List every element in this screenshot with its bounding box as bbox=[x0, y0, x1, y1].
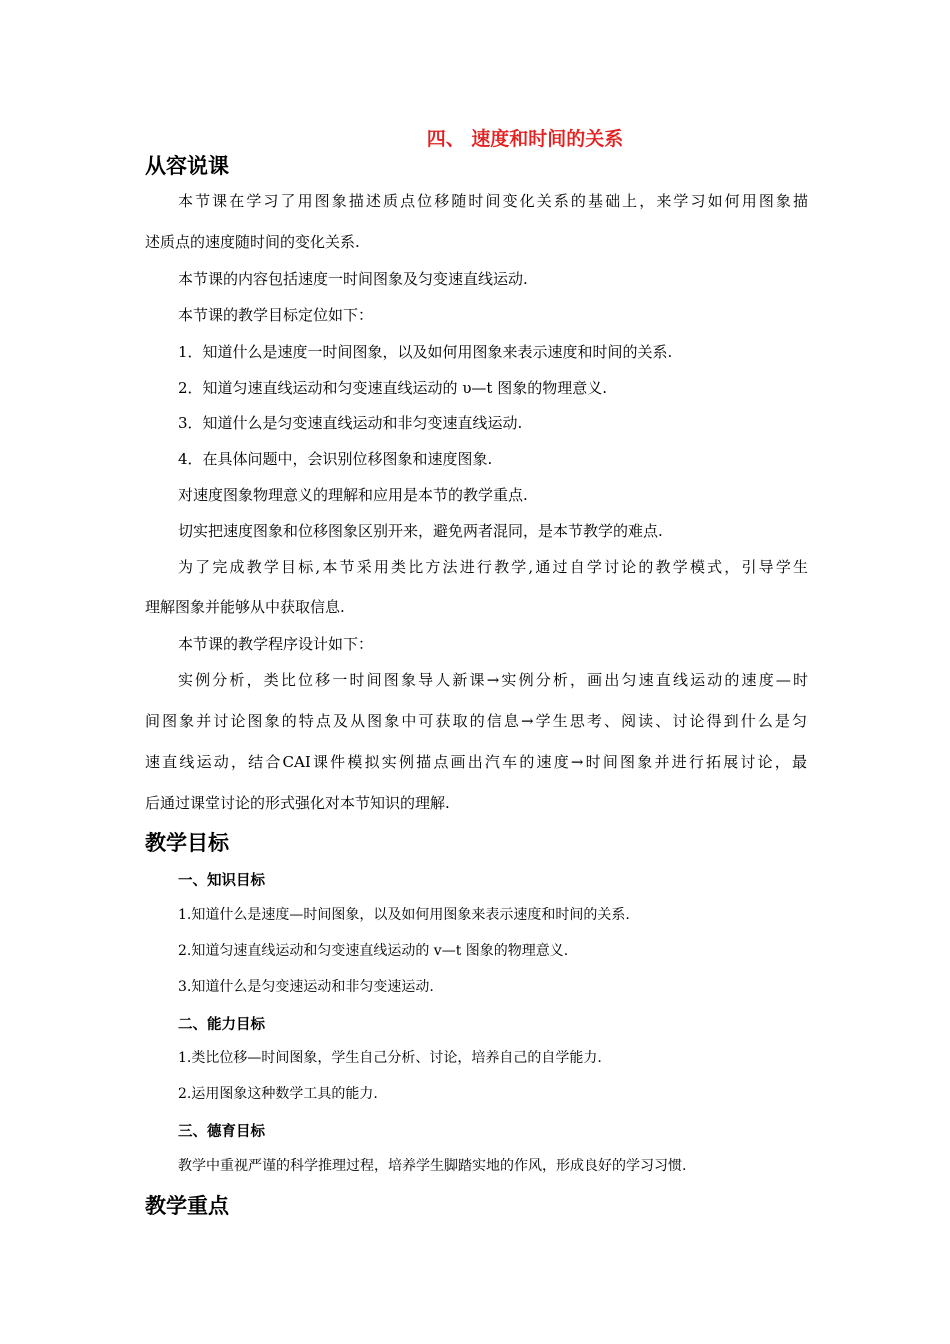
paragraph: 本节课的内容包括速度一时间图象及匀变速直线运动. bbox=[178, 270, 528, 288]
paragraph: 本节课的教学程序设计如下： bbox=[178, 635, 374, 653]
paragraph-line: 间图象并讨论图象的特点及从图象中可获取的信息→学生思考、阅读、讨论得到什么是匀 bbox=[145, 712, 807, 730]
page-title: 四、 速度和时间的关系 bbox=[426, 128, 624, 150]
subheading-knowledge: 一、知识目标 bbox=[178, 873, 265, 889]
paragraph-line: 述质点的速度随时间的变化关系. bbox=[145, 233, 360, 251]
paragraph-line: 为了完成教学目标,本节采用类比方法进行教学,通过自学讨论的教学模式，引导学生 bbox=[178, 558, 808, 576]
subheading-ability: 二、能力目标 bbox=[178, 1017, 265, 1033]
paragraph-line: 后通过课堂讨论的形式强化对本节知识的理解. bbox=[145, 794, 450, 812]
goal-item: 3．知道什么是匀变速直线运动和非匀变速直线运动. bbox=[178, 414, 523, 432]
section-heading-key-points: 教学重点 bbox=[145, 1194, 229, 1218]
knowledge-item: 3.知道什么是匀变速运动和非匀变速运动. bbox=[178, 979, 434, 995]
section-heading-objectives: 教学目标 bbox=[145, 831, 229, 855]
moral-item: 教学中重视严谨的科学推理过程，培养学生脚踏实地的作风，形成良好的学习习惯. bbox=[178, 1158, 687, 1174]
paragraph-line: 本节课在学习了用图象描述质点位移随时间变化关系的基础上，来学习如何用图象描 bbox=[178, 192, 808, 210]
knowledge-item: 1.知道什么是速度—时间图象，以及如何用图象来表示速度和时间的关系. bbox=[178, 907, 630, 923]
ability-item: 1.类比位移—时间图象，学生自己分析、讨论，培养自己的自学能力. bbox=[178, 1050, 602, 1066]
ability-item: 2.运用图象这种数学工具的能力. bbox=[178, 1086, 378, 1102]
goal-item: 1．知道什么是速度一时间图象，以及如何用图象来表示速度和时间的关系. bbox=[178, 343, 673, 361]
section-heading-lecture: 从容说课 bbox=[145, 154, 229, 178]
knowledge-item: 2.知道匀速直线运动和匀变速直线运动的 v—t 图象的物理意义. bbox=[178, 943, 569, 959]
paragraph: 本节课的教学目标定位如下： bbox=[178, 306, 374, 324]
paragraph-line: 理解图象并能够从中获取信息. bbox=[145, 598, 345, 616]
paragraph: 对速度图象物理意义的理解和应用是本节的教学重点. bbox=[178, 486, 528, 504]
subheading-moral: 三、德育目标 bbox=[178, 1124, 265, 1140]
paragraph: 切实把速度图象和位移图象区别开来，避免两者混同，是本节教学的难点. bbox=[178, 522, 663, 540]
goal-item: 4．在具体问题中，会识别位移图象和速度图象. bbox=[178, 450, 493, 468]
paragraph-line: 速直线运动，结合CAI课件模拟实例描点画出汽车的速度→时间图象并进行拓展讨论，最 bbox=[145, 753, 807, 771]
paragraph-line: 实例分析，类比位移一时间图象导人新课→实例分析，画出匀速直线运动的速度—时 bbox=[178, 671, 808, 689]
goal-item: 2．知道匀速直线运动和匀变速直线运动的 υ—t 图象的物理意义. bbox=[178, 379, 607, 397]
